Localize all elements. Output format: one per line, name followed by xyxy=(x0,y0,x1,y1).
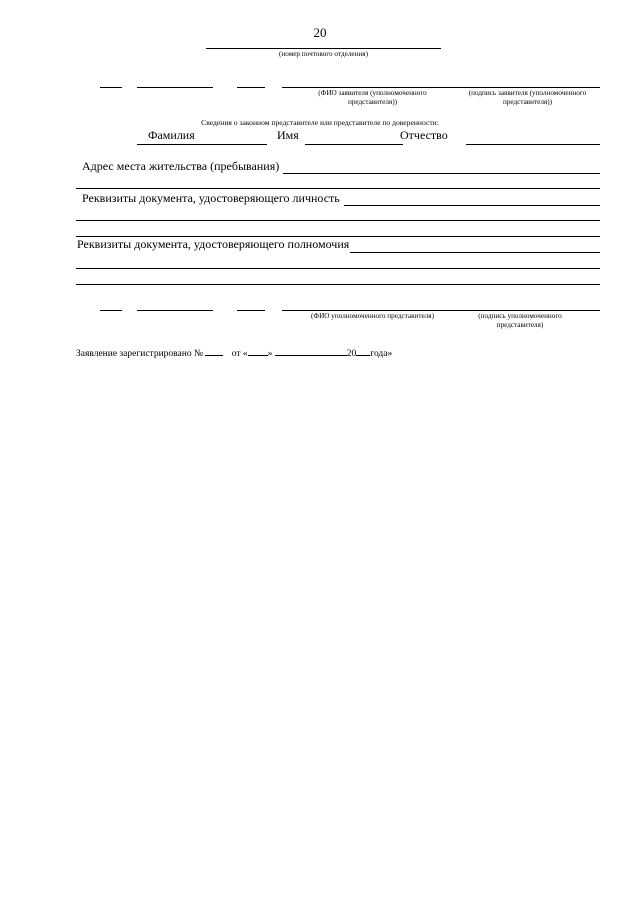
date-month-line[interactable] xyxy=(137,87,213,88)
surname-label: Фамилия xyxy=(148,128,195,142)
rep-fio-line[interactable] xyxy=(282,310,600,311)
authority-doc-line-2[interactable] xyxy=(76,268,600,269)
address-line-2[interactable] xyxy=(76,188,600,189)
authority-doc-line-1[interactable] xyxy=(350,252,600,253)
date-day-line[interactable] xyxy=(100,87,122,88)
date-year-line[interactable] xyxy=(237,87,265,88)
identity-doc-label: Реквизиты документа, удостоверяющего личность xyxy=(82,191,340,205)
registration-prefix: Заявление зарегистрировано № xyxy=(76,349,204,359)
surname-line[interactable] xyxy=(137,144,267,145)
applicant-fio-line[interactable] xyxy=(282,87,600,88)
representative-info-heading: Сведения о законном представителе или представителе по доверенности: xyxy=(201,118,439,127)
identity-doc-line-2[interactable] xyxy=(76,220,600,221)
post-office-caption: (номер почтового отделения) xyxy=(279,50,368,58)
rep-date-year-line[interactable] xyxy=(237,310,265,311)
authority-doc-line-3[interactable] xyxy=(76,284,600,285)
patronymic-line[interactable] xyxy=(466,144,600,145)
rep-date-day-line[interactable] xyxy=(100,310,122,311)
registration-year-prefix: 20 xyxy=(346,349,357,359)
registration-suffix: года» xyxy=(370,349,393,359)
registration-year-blank[interactable] xyxy=(356,346,370,356)
registration-number-blank[interactable] xyxy=(205,346,223,356)
registration-quote-close: » xyxy=(267,349,273,359)
rep-signature-caption: (подпись уполномоченного представителя) xyxy=(478,312,562,329)
applicant-fio-caption: (ФИО заявителя (уполномоченного представителя)) xyxy=(318,89,427,106)
rep-fio-caption: (ФИО уполномоченного представителя) xyxy=(311,312,434,320)
address-label: Адрес места жительства (пребывания) xyxy=(82,159,280,173)
registration-month-blank[interactable] xyxy=(275,346,347,356)
page-number: 20 xyxy=(313,25,327,40)
rep-date-month-line[interactable] xyxy=(137,310,213,311)
name-line[interactable] xyxy=(305,144,403,145)
authority-doc-label: Реквизиты документа, удостоверяющего полномочия xyxy=(77,237,350,251)
address-line-1[interactable] xyxy=(283,173,600,174)
registration-line xyxy=(76,346,392,359)
registration-day-blank[interactable] xyxy=(248,346,268,356)
post-office-line[interactable] xyxy=(206,48,441,49)
applicant-signature-caption: (подпись заявителя (уполномоченного представителя)) xyxy=(468,89,587,106)
identity-doc-line-1[interactable] xyxy=(344,205,600,206)
name-label: Имя xyxy=(277,128,299,142)
patronymic-label: Отчество xyxy=(400,128,448,142)
registration-from: от « xyxy=(231,349,248,359)
